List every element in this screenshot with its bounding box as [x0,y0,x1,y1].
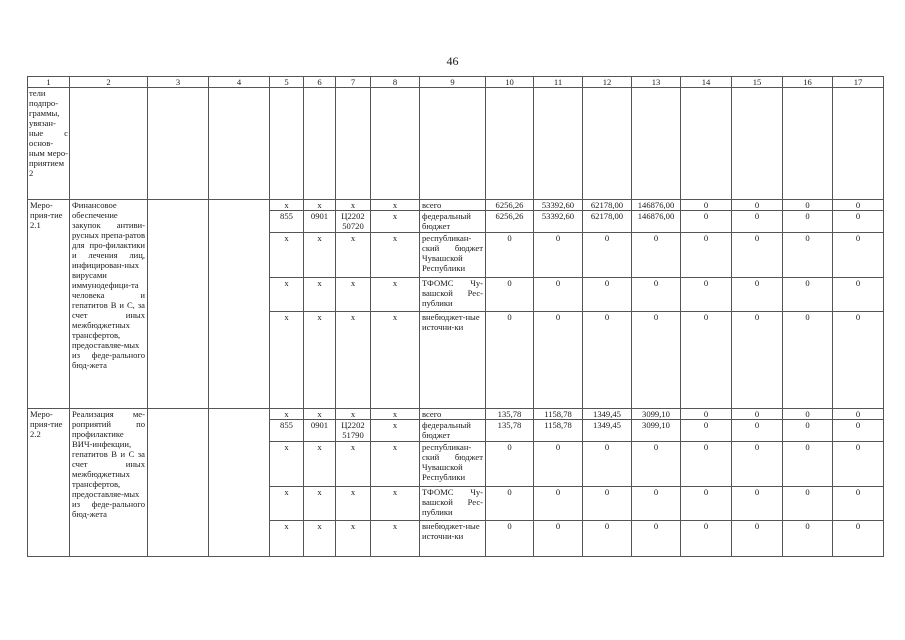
event-code: Меро-прия-тие 2.2 [28,409,70,557]
value-cell: 0 [732,200,783,211]
col8-cell: x [371,200,420,211]
value-cell: 0 [486,278,534,312]
col6-cell: x [304,521,336,557]
col7-cell: x [336,233,371,278]
empty-cell [583,88,632,200]
header-cell: 16 [783,77,833,88]
header-cell: 4 [209,77,270,88]
value-cell: 1349,45 [583,420,632,442]
col6-cell: x [304,278,336,312]
header-cell: 14 [681,77,732,88]
value-cell: 0 [486,487,534,521]
value-cell: 0 [783,312,833,409]
col6-cell: x [304,200,336,211]
value-cell: 0 [833,312,884,409]
col8-cell: x [371,278,420,312]
value-cell: 0 [833,233,884,278]
value-cell: 0 [486,521,534,557]
header-cell: 6 [304,77,336,88]
continuation-row [28,88,884,200]
col5-cell: x [270,233,304,278]
col5-cell: 855 [270,211,304,233]
funding-source: республикан-ский бюджет Чувашской Республики [420,233,486,278]
value-cell: 0 [833,521,884,557]
col7-cell: x [336,200,371,211]
funding-source: ТФОМС Чу-вашской Рес-публики [420,487,486,521]
empty-cell [209,88,270,200]
col6-cell: x [304,487,336,521]
col6-cell: 0901 [304,211,336,233]
value-cell: 0 [632,233,681,278]
empty-cell [148,88,209,200]
value-cell: 0 [783,420,833,442]
empty-cell [270,88,304,200]
header-cell: 11 [534,77,583,88]
header-cell: 7 [336,77,371,88]
col6-cell: x [304,312,336,409]
empty-cell [371,88,420,200]
value-cell: 135,78 [486,409,534,420]
col8-cell: x [371,442,420,487]
value-cell: 0 [833,409,884,420]
value-cell: 1158,78 [534,420,583,442]
page-number: 46 [446,54,459,68]
value-cell: 0 [632,312,681,409]
col5-cell: x [270,278,304,312]
value-cell: 53392,60 [534,211,583,233]
empty-cell [148,200,209,409]
funding-source: всего [420,200,486,211]
value-cell: 0 [632,442,681,487]
value-cell: 0 [833,278,884,312]
empty-cell [732,88,783,200]
empty-cell [209,409,270,557]
value-cell: 0 [833,442,884,487]
value-cell: 0 [534,278,583,312]
header-cell: 5 [270,77,304,88]
value-cell: 3099,10 [632,409,681,420]
header-row [28,77,884,88]
value-cell: 0 [583,521,632,557]
value-cell: 0 [486,233,534,278]
header-cell: 2 [70,77,148,88]
value-cell: 0 [783,233,833,278]
value-cell: 0 [681,211,732,233]
value-cell: 0 [534,521,583,557]
value-cell: 0 [681,278,732,312]
value-cell: 0 [681,233,732,278]
value-cell: 0 [833,211,884,233]
header-cell: 13 [632,77,681,88]
value-cell: 3099,10 [632,420,681,442]
col7-cell: x [336,442,371,487]
col8-cell: x [371,409,420,420]
value-cell: 1349,45 [583,409,632,420]
value-cell: 0 [534,487,583,521]
value-cell: 0 [681,409,732,420]
event-description: Финансовое обеспечение закупок антиви-русных препа-ратов для про-филактики и лечения лиц, инфицирован-ных вирусами иммунодефици-та человека и гепатитов В и С, за счет иных межбюджетных трансфертов, предоставляе-мых из феде-рального бюд-жета [70,200,148,409]
funding-source: всего [420,409,486,420]
header-cell: 17 [833,77,884,88]
header-cell: 10 [486,77,534,88]
value-cell: 0 [681,521,732,557]
funding-source: федеральный бюджет [420,211,486,233]
header-cell: 1 [28,77,70,88]
funding-source: внебюджет-ные источни-ки [420,521,486,557]
value-cell: 0 [732,487,783,521]
value-cell: 0 [833,200,884,211]
value-cell: 0 [732,278,783,312]
value-cell: 0 [534,312,583,409]
empty-cell [420,88,486,200]
funding-source: федеральный бюджет [420,420,486,442]
value-cell: 0 [732,211,783,233]
empty-cell [70,88,148,200]
value-cell: 62178,00 [583,200,632,211]
empty-cell [681,88,732,200]
funding-source: внебюджет-ные источни-ки [420,312,486,409]
value-cell: 0 [783,211,833,233]
value-cell: 0 [833,487,884,521]
empty-cell [336,88,371,200]
header-cell: 3 [148,77,209,88]
value-cell: 0 [632,521,681,557]
col8-cell: x [371,211,420,233]
col6-cell: x [304,409,336,420]
col5-cell: x [270,409,304,420]
value-cell: 0 [583,487,632,521]
col7-cell: x [336,278,371,312]
value-cell: 0 [583,278,632,312]
value-cell: 135,78 [486,420,534,442]
event-description: Реализация ме-роприятий по профилактике ВИЧ-инфекции, гепатитов В и С за счет иных межбюджетных трансфертов, предоставляе-мых из феде-рального бюд-жета [70,409,148,557]
col7-cell: x [336,521,371,557]
value-cell: 0 [534,442,583,487]
empty-cell [534,88,583,200]
col7-cell: x [336,487,371,521]
col5-cell: 855 [270,420,304,442]
table-row [28,200,884,211]
header-cell: 9 [420,77,486,88]
col5-cell: x [270,312,304,409]
value-cell: 0 [583,233,632,278]
empty-cell [209,200,270,409]
value-cell: 0 [783,409,833,420]
value-cell: 0 [732,420,783,442]
value-cell: 146876,00 [632,200,681,211]
funding-source: ТФОМС Чу-вашской Рес-публики [420,278,486,312]
col8-cell: x [371,521,420,557]
budget-table [27,76,884,557]
col8-cell: x [371,487,420,521]
col5-cell: x [270,200,304,211]
empty-cell [304,88,336,200]
col5-cell: x [270,487,304,521]
continuation-text: тели подпро-граммы, увязан-ные с основ-ным меро-приятием 2 [28,88,70,200]
value-cell: 0 [783,487,833,521]
value-cell: 0 [681,420,732,442]
value-cell: 0 [732,521,783,557]
value-cell: 146876,00 [632,211,681,233]
value-cell: 0 [783,442,833,487]
value-cell: 0 [632,487,681,521]
value-cell: 0 [583,442,632,487]
value-cell: 0 [732,442,783,487]
empty-cell [783,88,833,200]
value-cell: 0 [534,233,583,278]
event-code: Меро-прия-тие 2.1 [28,200,70,409]
value-cell: 0 [732,312,783,409]
col8-cell: x [371,312,420,409]
table-row [28,409,884,420]
value-cell: 0 [833,420,884,442]
value-cell: 0 [732,409,783,420]
value-cell: 0 [681,487,732,521]
value-cell: 0 [783,200,833,211]
value-cell: 0 [681,442,732,487]
col7-cell: Ц2202 51790 [336,420,371,442]
col6-cell: x [304,233,336,278]
col7-cell: Ц2202 50720 [336,211,371,233]
value-cell: 0 [783,521,833,557]
col8-cell: x [371,420,420,442]
value-cell: 53392,60 [534,200,583,211]
empty-cell [486,88,534,200]
value-cell: 0 [632,278,681,312]
empty-cell [632,88,681,200]
value-cell: 0 [783,278,833,312]
header-cell: 12 [583,77,632,88]
value-cell: 6256,26 [486,211,534,233]
header-cell: 15 [732,77,783,88]
value-cell: 1158,78 [534,409,583,420]
value-cell: 62178,00 [583,211,632,233]
empty-cell [148,409,209,557]
value-cell: 0 [681,312,732,409]
col5-cell: x [270,442,304,487]
col8-cell: x [371,233,420,278]
col6-cell: x [304,442,336,487]
value-cell: 0 [732,233,783,278]
empty-cell [833,88,884,200]
col5-cell: x [270,521,304,557]
col7-cell: x [336,312,371,409]
funding-source: республикан-ский бюджет Чувашской Республики [420,442,486,487]
value-cell: 0 [486,312,534,409]
value-cell: 0 [681,200,732,211]
value-cell: 0 [583,312,632,409]
value-cell: 0 [486,442,534,487]
col6-cell: 0901 [304,420,336,442]
col7-cell: x [336,409,371,420]
value-cell: 6256,26 [486,200,534,211]
header-cell: 8 [371,77,420,88]
